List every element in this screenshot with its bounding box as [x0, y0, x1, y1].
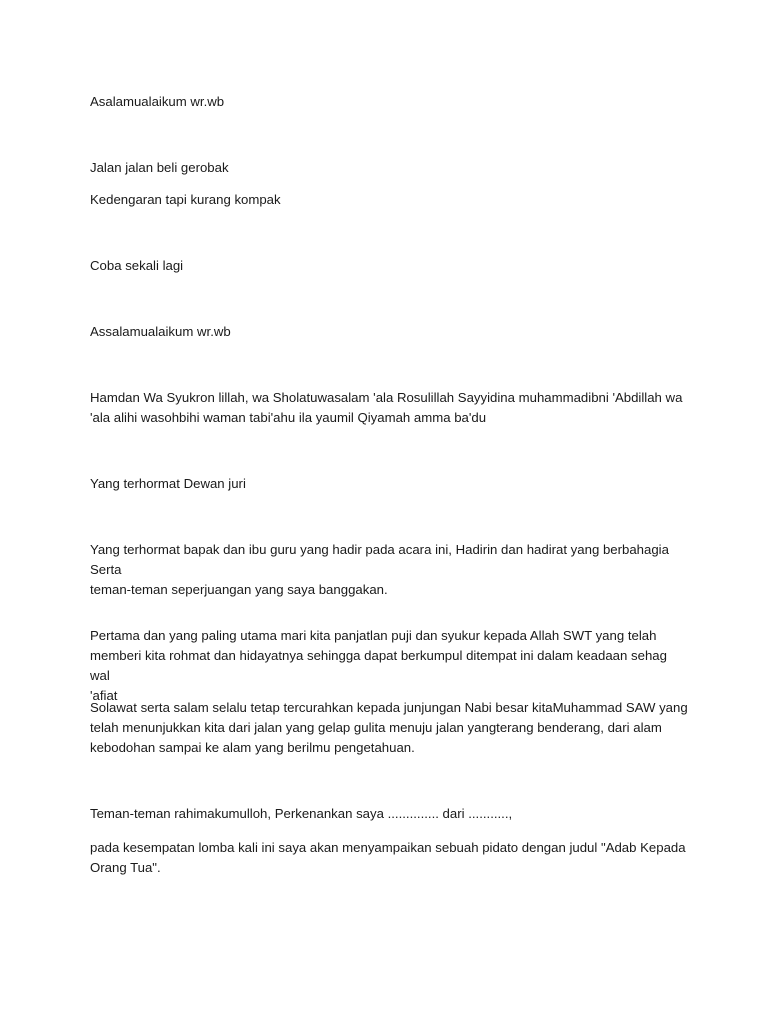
- speech-title-line-1: pada kesempatan lomba kali ini saya akan menyampaikan sebuah pidato dengan judul "Adab Kepada: [90, 840, 686, 855]
- pantun-line-2: Kedengaran tapi kurang kompak: [90, 192, 281, 207]
- gratitude-line-3: 'afiat: [90, 688, 118, 703]
- sholawat-paragraph: [90, 698, 690, 758]
- speech-title-line-2: Orang Tua".: [90, 860, 161, 875]
- gratitude-line-1: Pertama dan yang paling utama mari kita panjatlan puji dan syukur kepada Allah SWT yang telah: [90, 628, 657, 643]
- greeting-second: Assalamualaikum wr.wb: [90, 324, 231, 339]
- greeting-opening: Asalamualaikum wr.wb: [90, 94, 225, 109]
- retry-line: Coba sekali lagi: [90, 258, 184, 273]
- gratitude-paragraph: [90, 626, 690, 706]
- salutation-audience-line-1: Yang terhormat bapak dan ibu guru yang hadir pada acara ini, Hadirin dan hadirat yang berbahagia Serta: [90, 542, 669, 577]
- introduction-line: Teman-teman rahimakumulloh, Perkenankan saya .............. dari ...........,: [90, 806, 513, 821]
- opening-prayer-line-1: Hamdan Wa Syukron lillah, wa Sholatuwasalam 'ala Rosulillah Sayyidina muhammadibni 'Abdillah wa: [90, 390, 683, 405]
- pantun-line-1: Jalan jalan beli gerobak: [90, 160, 229, 175]
- sholawat-line-1: Solawat serta salam selalu tetap tercurahkan kepada junjungan Nabi besar kitaMuhammad SAW yang: [90, 700, 688, 715]
- salutation-audience: [90, 540, 690, 600]
- opening-prayer-line-2: 'ala alihi wasohbihi waman tabi'ahu ila yaumil Qiyamah amma ba'du: [90, 410, 487, 425]
- sholawat-line-2: telah menunjukkan kita dari jalan yang gelap gulita menuju jalan yangterang benderang, dari alam: [90, 720, 662, 735]
- gratitude-line-2: memberi kita rohmat dan hidayatnya sehingga dapat berkumpul ditempat ini dalam keadaan sehag wal: [90, 648, 667, 683]
- speech-title-paragraph: [90, 838, 690, 878]
- opening-prayer: [90, 388, 690, 428]
- salutation-audience-line-2: teman-teman seperjuangan yang saya banggakan.: [90, 582, 388, 597]
- sholawat-line-3: kebodohan sampai ke alam yang berilmu pengetahuan.: [90, 740, 415, 755]
- salutation-jury: Yang terhormat Dewan juri: [90, 476, 246, 491]
